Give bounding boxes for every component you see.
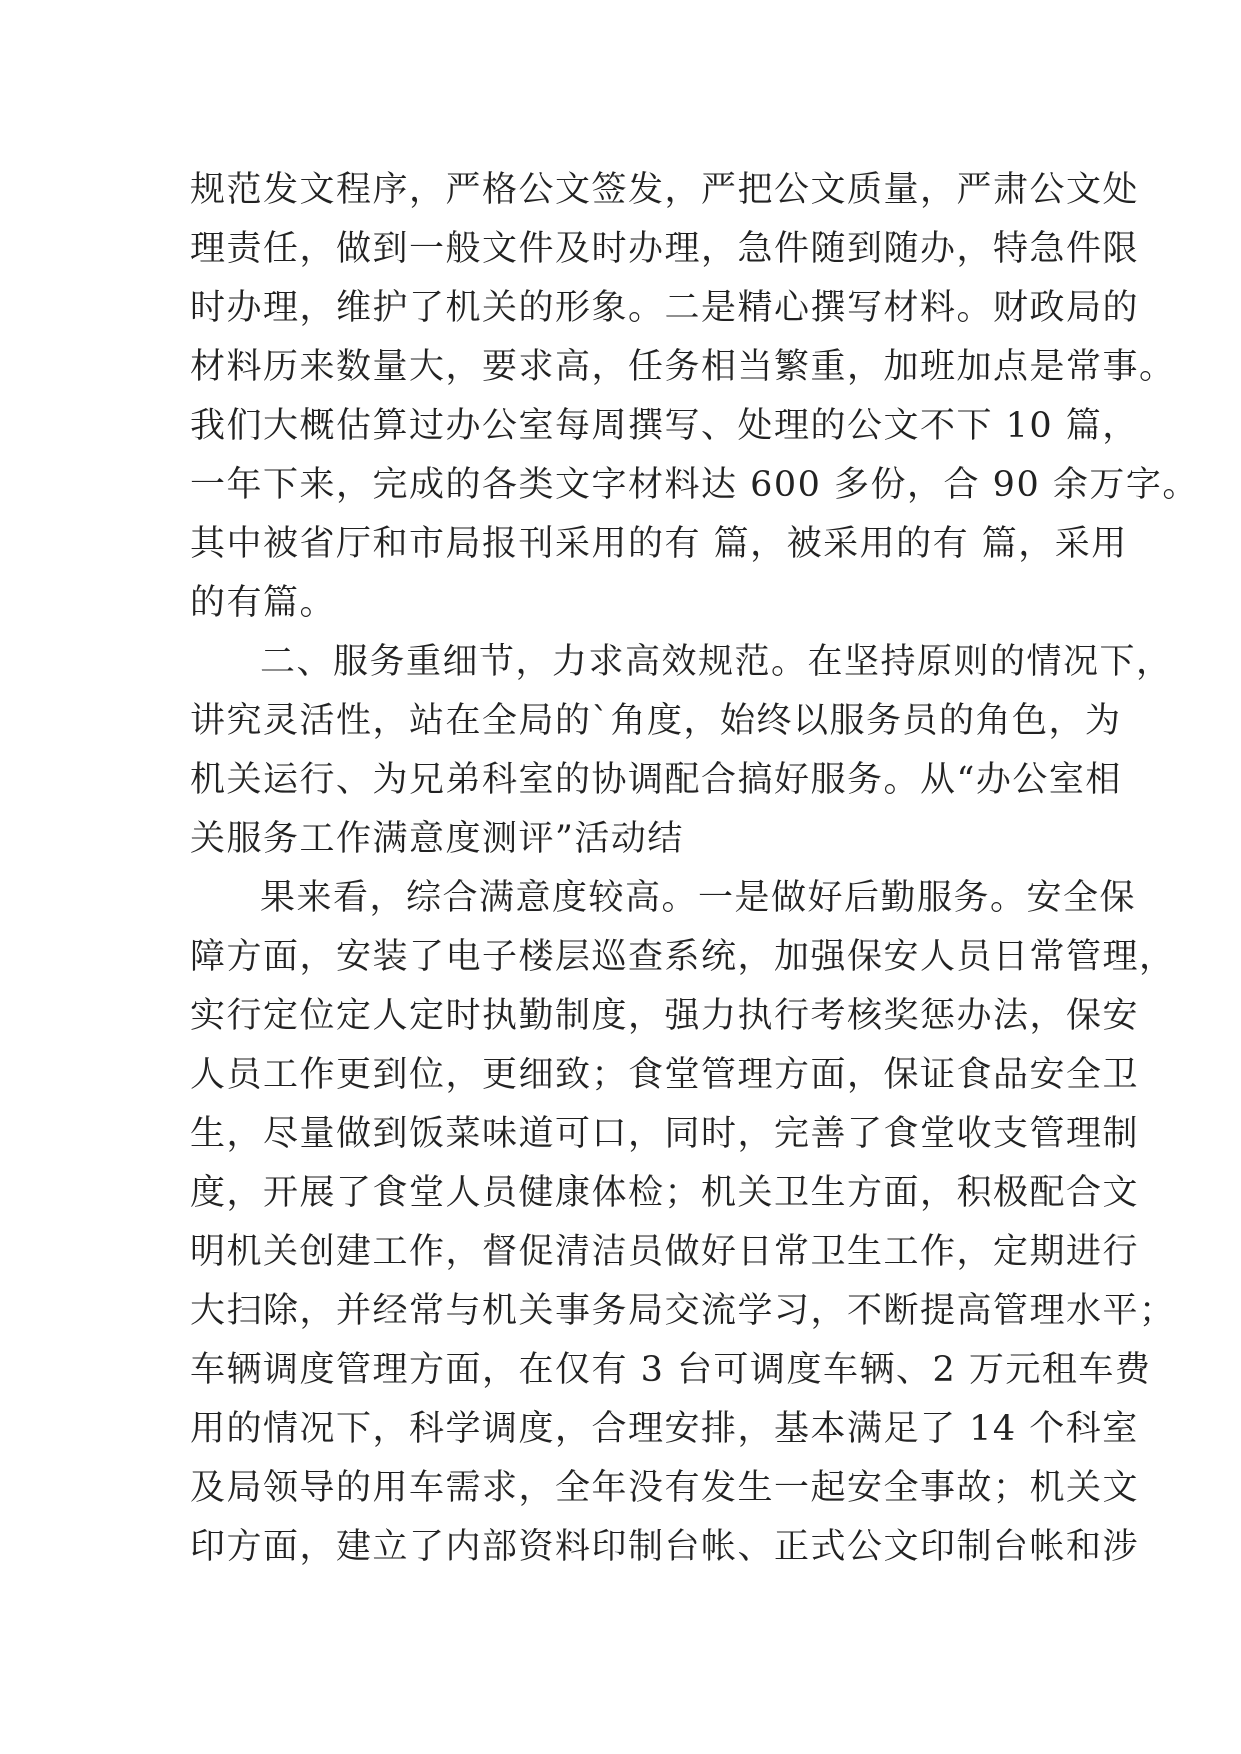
body-text <box>190 161 1199 1577</box>
text-line: 其中被省厅和市局报刊采用的有 篇，被采用的有 篇，采用 <box>190 524 1128 564</box>
text-line: 规范发文程序，严格公文签发，严把公文质量，严肃公文处 <box>190 170 1140 210</box>
text-line: 障方面，安装了电子楼层巡查系统，加强保安人员日常管理， <box>190 937 1176 977</box>
paragraph-start-line: 二、服务重细节，力求高效规范。在坚持原则的情况下， <box>260 642 1173 682</box>
paragraph-start-line: 果来看，综合满意度较高。一是做好后勤服务。安全保 <box>260 878 1137 918</box>
text-line: 的有篇。 <box>190 583 337 623</box>
text-line: 关服务工作满意度测评”活动结 <box>190 819 684 859</box>
text-line: 明机关创建工作，督促清洁员做好日常卫生工作，定期进行 <box>190 1232 1140 1272</box>
text-line: 生，尽量做到饭菜味道可口，同时，完善了食堂收支管理制 <box>190 1114 1140 1154</box>
text-line: 车辆调度管理方面，在仅有 3 台可调度车辆、2 万元租车费 <box>190 1350 1152 1390</box>
text-line: 一年下来，完成的各类文字材料达 600 多份，合 90 余万字。 <box>190 465 1199 505</box>
text-line: 实行定位定人定时执勤制度，强力执行考核奖惩办法，保安 <box>190 996 1140 1036</box>
text-line: 人员工作更到位，更细致；食堂管理方面，保证食品安全卫 <box>190 1055 1140 1095</box>
text-line: 讲究灵活性，站在全局的`角度，始终以服务员的角色，为 <box>190 701 1122 741</box>
text-line: 印方面，建立了内部资料印制台帐、正式公文印制台帐和涉 <box>190 1527 1140 1567</box>
text-line: 大扫除，并经常与机关事务局交流学习，不断提高管理水平； <box>190 1291 1176 1331</box>
text-line: 用的情况下，科学调度，合理安排，基本满足了 14 个科室 <box>190 1409 1139 1449</box>
text-line: 理责任，做到一般文件及时办理，急件随到随办，特急件限 <box>190 229 1140 269</box>
text-line: 及局领导的用车需求，全年没有发生一起安全事故；机关文 <box>190 1468 1140 1508</box>
text-line: 机关运行、为兄弟科室的协调配合搞好服务。从“办公室相 <box>190 760 1122 800</box>
text-line: 材料历来数量大，要求高，任务相当繁重，加班加点是常事。 <box>190 347 1176 387</box>
text-line: 我们大概估算过办公室每周撰写、处理的公文不下 10 篇， <box>190 406 1139 446</box>
text-line: 度，开展了食堂人员健康体检；机关卫生方面，积极配合文 <box>190 1173 1140 1213</box>
text-line: 时办理，维护了机关的形象。二是精心撰写材料。财政局的 <box>190 288 1140 328</box>
